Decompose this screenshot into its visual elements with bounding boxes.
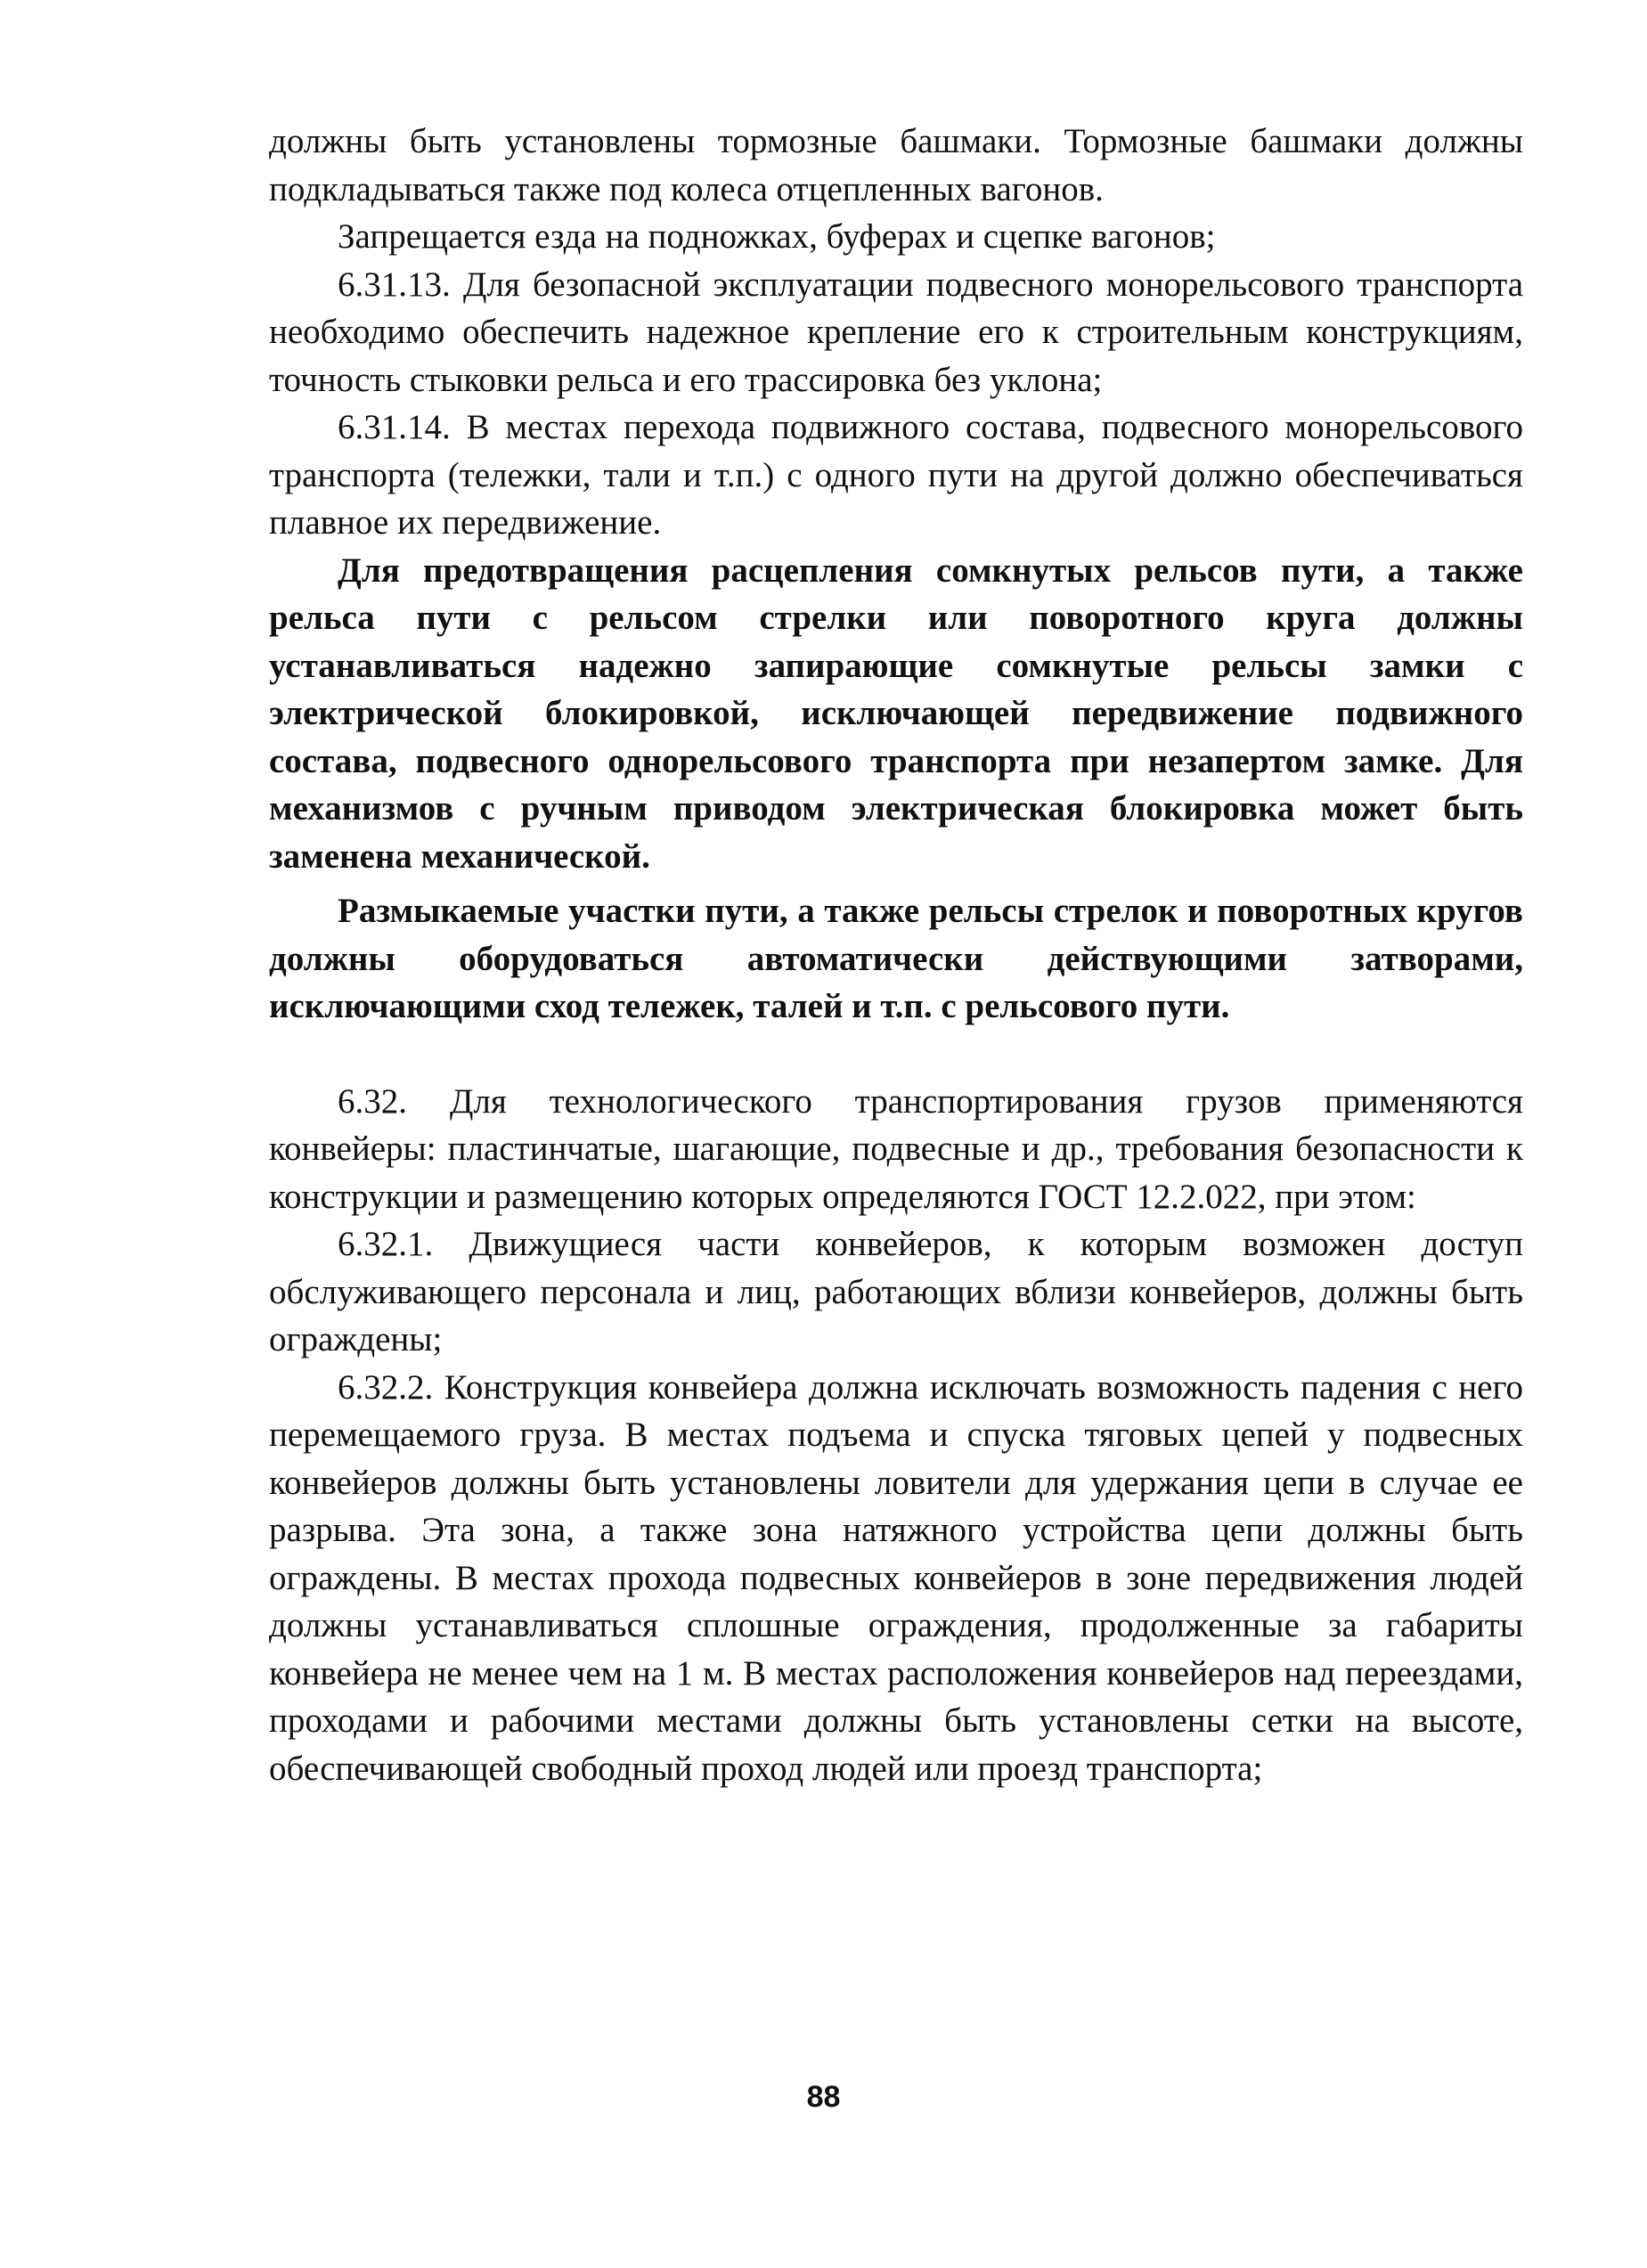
paragraph-rail-locks: Для предотвращения расцепления сомкнутых рельсов пути, а также рельса пути с рельсом стрелки или поворотного круга должны устанавливаться надежно запирающие сомкнутые рельсы замки с электрической блокировкой, исключающей передвижение подвижного состава, подвесного однорельсового транспорта при незапертом замке. Для механизмов с ручным приводом электрическая блокировка может быть заменена механической. — [269, 551, 1523, 876]
page-body — [269, 118, 1523, 1792]
paragraph-no-riding: Запрещается езда на подножках, буферах и сцепке вагонов; — [338, 217, 1216, 256]
paragraph-brake-shoes: должны быть установлены тормозные башмаки. Тормозные башмаки должны подкладываться также под колеса отцепленных вагонов. — [269, 122, 1523, 208]
paragraph-6-32-2: 6.32.2. Конструкция конвейера должна исключать возможность падения с него перемещаемого груза. В местах подъема и спуска тяговых цепей у подвесных конвейеров должны быть установлены ловители для удержания цепи в случае ее разрыва. Эта зона, а также зона натяжного устройства цепи должны быть ограждены. В местах прохода подвесных конвейеров в зоне передвижения людей должны устанавливаться сплошные ограждения, продолженные за габариты конвейера не менее чем на 1 м. В местах расположения конвейеров над переездами, проходами и рабочими местами должны быть установлены сетки на высоте, обеспечивающей свободный проход людей или проезд транспорта; — [269, 1367, 1523, 1788]
paragraph-6-31-13: 6.31.13. Для безопасной эксплуатации подвесного монорельсового транспорта необходимо обеспечить надежное крепление его к строительным конструкциям, точность стыковки рельса и его трассировка без уклона; — [269, 265, 1523, 399]
paragraph-6-32: 6.32. Для технологического транспортирования грузов применяются конвейеры: пластинчатые, шагающие, подвесные и др., требования безопасности к конструкции и размещению которых определяются ГОСТ 12.2.022, при этом: — [269, 1081, 1523, 1216]
paragraph-6-31-14: 6.31.14. В местах перехода подвижного состава, подвесного монорельсового транспорта (тележки, тали и т.п.) с одного пути на другой должно обеспечиваться плавное их передвижение. — [269, 408, 1523, 542]
paragraph-6-32-1: 6.32.1. Движущиеся части конвейеров, к которым возможен доступ обслуживающего персонала и лиц, работающих вблизи конвейеров, должны быть ограждены; — [269, 1225, 1523, 1358]
page-number: 88 — [806, 2080, 841, 2114]
paragraph-track-sections: Размыкаемые участки пути, а также рельсы стрелок и поворотных кругов должны оборудоваться автоматически действующими затворами, исключающими сход тележек, талей и т.п. с рельсового пути. — [269, 892, 1523, 1025]
